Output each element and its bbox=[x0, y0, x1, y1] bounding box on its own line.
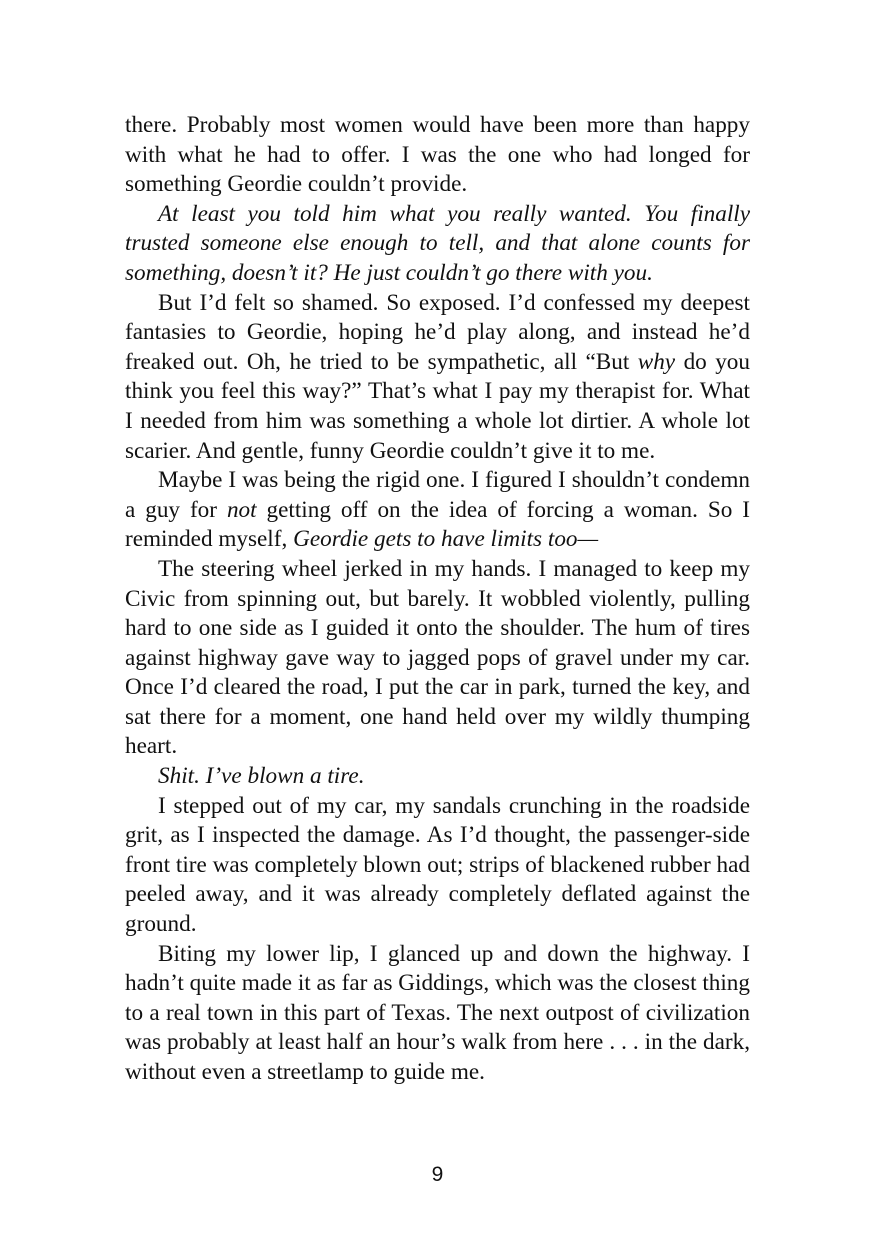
italic-text-run: Geordie gets to have limits too— bbox=[293, 526, 599, 553]
text-run: Maybe I was being the rigid one. I figured I shouldn’t condemn a guy for bbox=[125, 467, 750, 523]
paragraph-3 bbox=[125, 289, 750, 467]
paragraph-2 bbox=[125, 200, 750, 289]
paragraph-6 bbox=[125, 762, 750, 792]
page-body-text bbox=[125, 111, 750, 1088]
text-run: The steering wheel jerked in my hands. I managed to keep my Civic from spinning out, but barely. It wobbled violently, pulling hard to one side as I guided it onto the shoulder. The hum of tires against highway gave way to jagged pops of gravel under my car. Once I’d cleared the road, I put the car in park, turned the key, and sat there for a moment, one hand held over my wildly thumping heart. bbox=[125, 555, 750, 760]
text-run: Biting my lower lip, I glanced up and down the highway. I hadn’t quite made it as far as Giddings, which was the closest thing to a real town in this part of Texas. The next outpost of civilization was probably at least half an hour’s walk from here . . . in the dark, without even a streetlamp to guide me. bbox=[125, 940, 750, 1085]
italic-text-run: not bbox=[226, 496, 257, 523]
text-run: But I’d felt so shamed. So exposed. I’d confessed my deepest fantasies to Geordie, hoping he’d play along, and instead he’d freaked out. Oh, he tried to be sympathetic, all “But bbox=[125, 289, 750, 375]
text-run: getting off on the idea of forcing a woman. So I reminded myself, bbox=[125, 496, 750, 553]
page-number: 9 bbox=[431, 1163, 444, 1186]
paragraph-7 bbox=[125, 792, 750, 940]
paragraph-8 bbox=[125, 940, 750, 1088]
text-run: I stepped out of my car, my sandals crunching in the roadside grit, as I inspected the damage. As I’d thought, the passenger-side front tire was completely blown out; strips of blackened rubber had peeled away, and it was already completely deflated against the ground. bbox=[125, 792, 750, 938]
italic-text-run: At least you told him what you really wanted. You finally trusted someone else enough to tell, and that alone counts for something, doesn’t it? He just couldn’t go there with you. bbox=[125, 200, 750, 286]
text-run: do you think you feel this way?” That’s what I pay my therapist for. What I needed from him was something a whole lot dirtier. A whole lot scarier. And gentle, funny Geordie couldn’t give it to me. bbox=[125, 348, 750, 464]
paragraph-4 bbox=[125, 466, 750, 555]
italic-text-run: why bbox=[637, 348, 676, 375]
paragraph-5 bbox=[125, 555, 750, 762]
text-run: there. Probably most women would have been more than happy with what he had to offer. I was the one who had longed for something Geordie couldn’t provide. bbox=[125, 112, 750, 198]
italic-text-run: Shit. I’ve blown a tire. bbox=[158, 763, 365, 790]
paragraph-1 bbox=[125, 111, 750, 200]
